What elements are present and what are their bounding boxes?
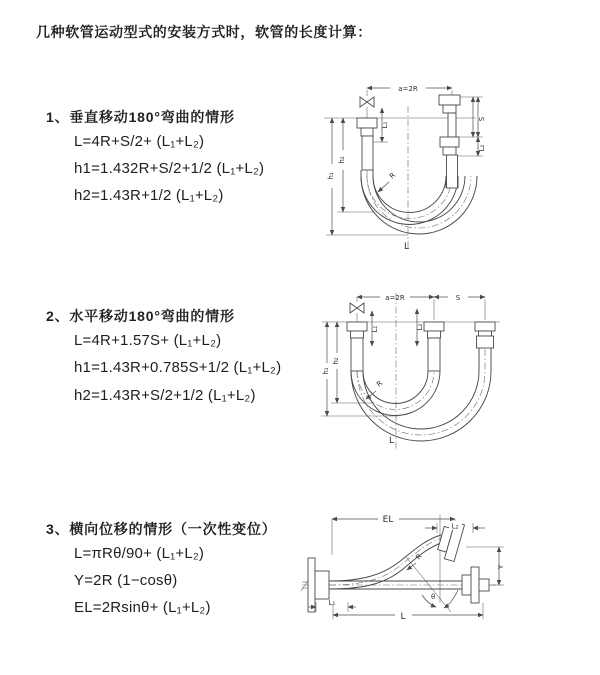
right-pipe-assembly <box>439 95 460 188</box>
dim-label-l: L <box>404 242 410 252</box>
dim-label-h1: h₁ <box>322 367 330 375</box>
braided-section <box>447 155 458 188</box>
valve-icon <box>350 303 364 313</box>
page-title: 几种软管运动型式的安装方式时，软管的长度计算： <box>36 24 372 40</box>
dim-label-r: R <box>375 379 385 389</box>
left-pipe-assembly <box>347 303 367 371</box>
braided-section <box>351 338 363 371</box>
dim-label-el: EL <box>382 515 394 525</box>
dim-label-l: L <box>400 612 406 622</box>
section-3-formula-EL: EL=2Rsinθ+ (L₁+L₂) <box>74 599 211 616</box>
valve-icon <box>360 97 374 107</box>
dim-label-s: S <box>478 116 486 122</box>
dim-label-r: R <box>414 552 424 562</box>
dim-label-h2: h₂ <box>338 156 346 164</box>
dim-label-h2: h₂ <box>332 357 340 365</box>
diagram-vertical-movement-u-bend <box>312 76 600 254</box>
section-3-formula-Y: Y=2R (1−cosθ) <box>74 572 178 589</box>
section-2-formula-L: L=4R+1.57S+ (L₁+L₂) <box>74 332 222 349</box>
dim-label-theta: θ <box>431 593 436 601</box>
braided-section <box>428 338 440 371</box>
left-flange <box>308 558 329 612</box>
section-1-heading: 1、垂直移动180°弯曲的情形 <box>46 109 235 125</box>
dim-label-a2r: a=2R <box>398 85 418 93</box>
dim-label-l1: L₁ <box>371 325 379 333</box>
hose-loops <box>361 170 477 234</box>
dim-label-h1: h₁ <box>327 172 335 180</box>
section-1-formula-h1: h1=1.432R+S/2+1/2 (L₁+L₂) <box>74 160 265 177</box>
right-pipe-assembly <box>475 322 495 348</box>
left-pipe-assembly <box>357 97 377 170</box>
dim-label-r: R <box>388 171 398 181</box>
dim-label-a2r: a=2R <box>385 294 405 302</box>
section-1-formula-h2: h2=1.43R+1/2 (L₁+L₂) <box>74 187 224 204</box>
dim-label-l2: L₂ <box>416 323 424 331</box>
section-1-formula-L: L=4R+S/2+ (L₁+L₂) <box>74 133 205 150</box>
dim-label-y: Y <box>497 564 505 570</box>
dimension-lines <box>321 294 485 446</box>
section-3-formula-L: L=πRθ/90+ (L₁+L₂) <box>74 545 205 562</box>
diagram-lateral-displacement <box>300 505 600 655</box>
middle-pipe-assembly <box>424 322 444 371</box>
section-3-heading: 3、横向位移的情形（一次性变位） <box>46 521 277 537</box>
dim-label-s: S <box>455 294 461 302</box>
dim-label-l2: L₂ <box>451 522 459 531</box>
dimension-lines <box>326 85 486 252</box>
section-2-formula-h1: h1=1.43R+0.785S+1/2 (L₁+L₂) <box>74 359 282 376</box>
dim-label-l2: L₂ <box>478 144 486 152</box>
section-2-heading: 2、水平移动180°弯曲的情形 <box>46 308 235 324</box>
dim-label-l1: L₁ <box>381 121 389 129</box>
section-2-formula-h2: h2=1.43R+S/2+1/2 (L₁+L₂) <box>74 387 256 404</box>
braided-section <box>362 136 373 170</box>
dim-label-l1: L₁ <box>328 599 336 607</box>
diagram-horizontal-movement-u-bend <box>310 283 600 461</box>
dim-label-l: L <box>389 436 395 446</box>
